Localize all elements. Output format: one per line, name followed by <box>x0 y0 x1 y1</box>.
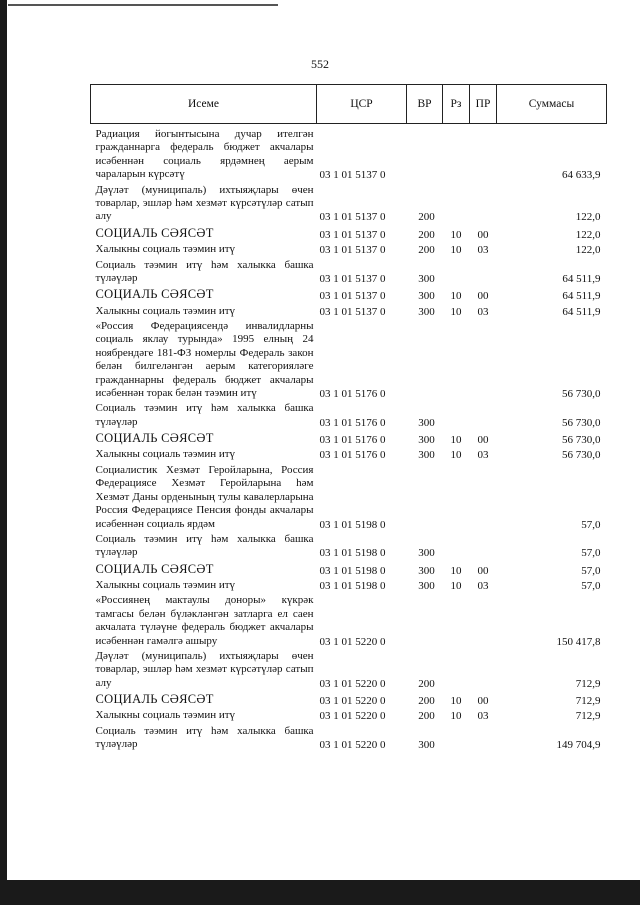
scan-border-left <box>0 0 7 905</box>
cell-name: Дәүләт (муниципаль) ихтыяҗлары өчен товарлар, эшләр һәм хезмәт күрсәтүләр сатып алу <box>95 650 314 689</box>
cell-vr <box>407 593 443 649</box>
table-header-row <box>91 85 607 124</box>
cell-vr: 200 <box>418 677 435 690</box>
cell-rz <box>443 183 470 225</box>
cell-pr <box>470 532 497 561</box>
cell-vr: 300 <box>418 305 435 318</box>
cell-rz: 10 <box>450 564 462 577</box>
cell-name: «Россиянең мактаулы доноры» күкрәк тамгасы белән бүләкләнгән затларга ел саен акчалата түләүне федераль бюджет акчалары исәбеннән гамәлгә ашыру <box>95 594 314 647</box>
cell-csr: 03 1 01 5198 0 <box>319 579 386 592</box>
cell-pr: 00 <box>477 434 489 447</box>
cell-rz: 10 <box>450 290 462 303</box>
table-row <box>91 286 607 303</box>
cell-pr <box>470 319 497 401</box>
cell-sum: 122,0 <box>575 244 601 257</box>
cell-rz <box>443 532 470 561</box>
header-vr: ВР <box>407 85 443 124</box>
cell-sum: 150 417,8 <box>556 635 601 648</box>
cell-sum: 56 730,0 <box>562 434 601 447</box>
cell-rz: 10 <box>450 305 462 318</box>
cell-rz: 10 <box>450 579 462 592</box>
cell-name: Халыкны социаль тәэмин итү <box>95 578 236 591</box>
cell-rz <box>443 724 470 753</box>
header-rz: Рз <box>443 85 470 124</box>
cell-vr: 300 <box>418 547 435 560</box>
table-row <box>91 724 607 753</box>
cell-vr: 300 <box>418 272 435 285</box>
cell-rz <box>443 649 470 691</box>
cell-name: Социалистик Хезмәт Геройларына, Россия Федерациясе Хезмәт Геройларына һәм Хезмәт Даны орденының тулы кавалерларына Россия Федерациясе Пенсия фонды акчалары исәбеннән социаль ярдәм <box>95 463 314 530</box>
cell-sum: 122,0 <box>575 211 601 224</box>
cell-pr <box>470 258 497 287</box>
cell-vr: 300 <box>418 434 435 447</box>
page-number: 552 <box>311 57 329 71</box>
budget-table <box>90 84 607 753</box>
cell-sum: 64 511,9 <box>562 272 601 285</box>
cell-csr: 03 1 01 5137 0 <box>319 244 386 257</box>
cell-name: Социаль тәэмин итү һәм халыкка башка түләүләр <box>95 532 314 559</box>
cell-pr <box>470 463 497 532</box>
table-row <box>91 242 607 257</box>
cell-pr: 03 <box>477 305 489 318</box>
cell-csr: 03 1 01 5198 0 <box>319 518 386 531</box>
cell-vr: 200 <box>418 244 435 257</box>
cell-name: СОЦИАЛЬ СӘЯСӘТ <box>95 431 214 446</box>
cell-name: Социаль тәэмин итү һәм халыкка башка түләүләр <box>95 724 314 751</box>
table-row <box>91 691 607 708</box>
cell-rz: 10 <box>450 244 462 257</box>
cell-rz: 10 <box>450 710 462 723</box>
cell-sum: 57,0 <box>581 518 601 531</box>
header-pr: ПР <box>470 85 497 124</box>
cell-csr: 03 1 01 5137 0 <box>319 211 386 224</box>
cell-rz: 10 <box>450 695 462 708</box>
cell-csr: 03 1 01 5137 0 <box>319 169 386 182</box>
cell-vr <box>407 319 443 401</box>
cell-csr: 03 1 01 5220 0 <box>319 695 386 708</box>
cell-sum: 64 511,9 <box>562 290 601 303</box>
cell-sum: 712,9 <box>575 710 601 723</box>
cell-sum: 56 730,0 <box>562 449 601 462</box>
cell-pr <box>470 401 497 430</box>
cell-name: СОЦИАЛЬ СӘЯСӘТ <box>95 225 214 240</box>
header-sum: Суммасы <box>497 85 607 124</box>
cell-sum: 122,0 <box>575 228 601 241</box>
cell-pr <box>470 183 497 225</box>
table-body <box>91 124 607 753</box>
cell-sum: 712,9 <box>575 695 601 708</box>
cell-vr: 200 <box>418 710 435 723</box>
scan-border-bottom <box>0 880 640 905</box>
cell-vr: 300 <box>418 739 435 752</box>
cell-name: Дәүләт (муниципаль) ихтыяҗлары өчен товарлар, эшләр һәм хезмәт күрсәтүләр сатып алу <box>95 183 314 223</box>
table-row <box>91 183 607 225</box>
cell-pr: 00 <box>477 290 489 303</box>
cell-csr: 03 1 01 5137 0 <box>319 305 386 318</box>
cell-vr: 200 <box>418 211 435 224</box>
table-row <box>91 708 607 723</box>
scan-mark-top <box>8 4 278 6</box>
cell-csr: 03 1 01 5137 0 <box>319 228 386 241</box>
cell-pr: 00 <box>477 564 489 577</box>
cell-name: Социаль тәэмин итү һәм халыкка башка түләүләр <box>95 258 314 284</box>
cell-pr: 03 <box>477 244 489 257</box>
cell-vr <box>407 124 443 183</box>
table-row <box>91 401 607 430</box>
cell-name: «Россия Федерациясендә инвалидларны социаль яклау турында» 1995 елның 24 ноябрендәге 181-ФЗ номерлы Федераль закон белән билгеләнгән аерым категорияләге гражданнарны федераль бюджет акчалары исәбеннән торак белән тәэмин итү <box>95 319 314 399</box>
cell-rz <box>443 593 470 649</box>
cell-rz <box>443 401 470 430</box>
cell-sum: 149 704,9 <box>556 739 601 752</box>
table-row <box>91 124 607 183</box>
cell-vr: 300 <box>418 416 435 429</box>
cell-sum: 64 633,9 <box>562 169 601 182</box>
cell-sum: 712,9 <box>575 677 601 690</box>
cell-csr: 03 1 01 5176 0 <box>319 388 386 400</box>
table-row <box>91 463 607 532</box>
cell-sum: 57,0 <box>581 547 601 560</box>
table-row <box>91 225 607 242</box>
cell-name: Халыкны социаль тәэмин итү <box>95 304 236 317</box>
cell-csr: 03 1 01 5220 0 <box>319 739 386 752</box>
cell-pr: 03 <box>477 449 489 462</box>
cell-sum: 64 511,9 <box>562 305 601 318</box>
cell-name: Социаль тәэмин итү һәм халыкка башка түләүләр <box>95 402 314 428</box>
cell-rz: 10 <box>450 228 462 241</box>
table-row <box>91 578 607 593</box>
cell-csr: 03 1 01 5176 0 <box>319 449 386 462</box>
cell-rz: 10 <box>450 449 462 462</box>
cell-csr: 03 1 01 5176 0 <box>319 416 386 429</box>
cell-pr: 00 <box>477 228 489 241</box>
cell-pr <box>470 724 497 753</box>
cell-sum: 56 730,0 <box>562 416 601 429</box>
table-row <box>91 258 607 287</box>
table-row <box>91 593 607 649</box>
cell-csr: 03 1 01 5137 0 <box>319 290 386 303</box>
table-row <box>91 319 607 401</box>
cell-name: Халыкны социаль тәэмин итү <box>95 448 236 461</box>
cell-name: Халыкны социаль тәэмин итү <box>95 709 236 722</box>
cell-csr: 03 1 01 5198 0 <box>319 547 386 560</box>
cell-rz <box>443 319 470 401</box>
cell-sum: 56 730,0 <box>562 388 601 400</box>
cell-vr: 200 <box>418 228 435 241</box>
cell-sum: 57,0 <box>581 579 601 592</box>
cell-vr <box>407 463 443 532</box>
cell-vr: 300 <box>418 449 435 462</box>
cell-vr: 300 <box>418 564 435 577</box>
cell-csr: 03 1 01 5198 0 <box>319 564 386 577</box>
cell-pr <box>470 649 497 691</box>
cell-vr: 300 <box>418 290 435 303</box>
cell-vr: 300 <box>418 579 435 592</box>
cell-rz <box>443 463 470 532</box>
cell-rz: 10 <box>450 434 462 447</box>
cell-pr: 00 <box>477 695 489 708</box>
table-row <box>91 649 607 691</box>
cell-name: СОЦИАЛЬ СӘЯСӘТ <box>95 561 214 576</box>
table-row <box>91 430 607 447</box>
table-row <box>91 304 607 319</box>
cell-csr: 03 1 01 5176 0 <box>319 434 386 447</box>
cell-csr: 03 1 01 5220 0 <box>319 710 386 723</box>
cell-pr: 03 <box>477 579 489 592</box>
table-row <box>91 532 607 561</box>
cell-pr <box>470 124 497 183</box>
cell-vr: 200 <box>418 695 435 708</box>
cell-csr: 03 1 01 5220 0 <box>319 635 386 648</box>
cell-pr <box>470 593 497 649</box>
cell-name: СОЦИАЛЬ СӘЯСӘТ <box>95 287 214 302</box>
header-csr: ЦСР <box>317 85 407 124</box>
cell-csr: 03 1 01 5137 0 <box>319 272 386 285</box>
table-row <box>91 447 607 462</box>
cell-sum: 57,0 <box>581 564 601 577</box>
cell-rz <box>443 258 470 287</box>
header-name: Исеме <box>91 85 317 124</box>
cell-name: СОЦИАЛЬ СӘЯСӘТ <box>95 692 214 707</box>
table-row <box>91 561 607 578</box>
cell-name: Халыкны социаль тәэмин итү <box>95 243 236 256</box>
cell-pr: 03 <box>477 710 489 723</box>
cell-name: Радиация йогынтысына дучар ителгән гражданнарга федераль бюджет акчалары исәбеннән социаль ярдәмнең аерым чараларын күрсәтү <box>95 128 314 181</box>
cell-rz <box>443 124 470 183</box>
cell-csr: 03 1 01 5220 0 <box>319 677 386 690</box>
